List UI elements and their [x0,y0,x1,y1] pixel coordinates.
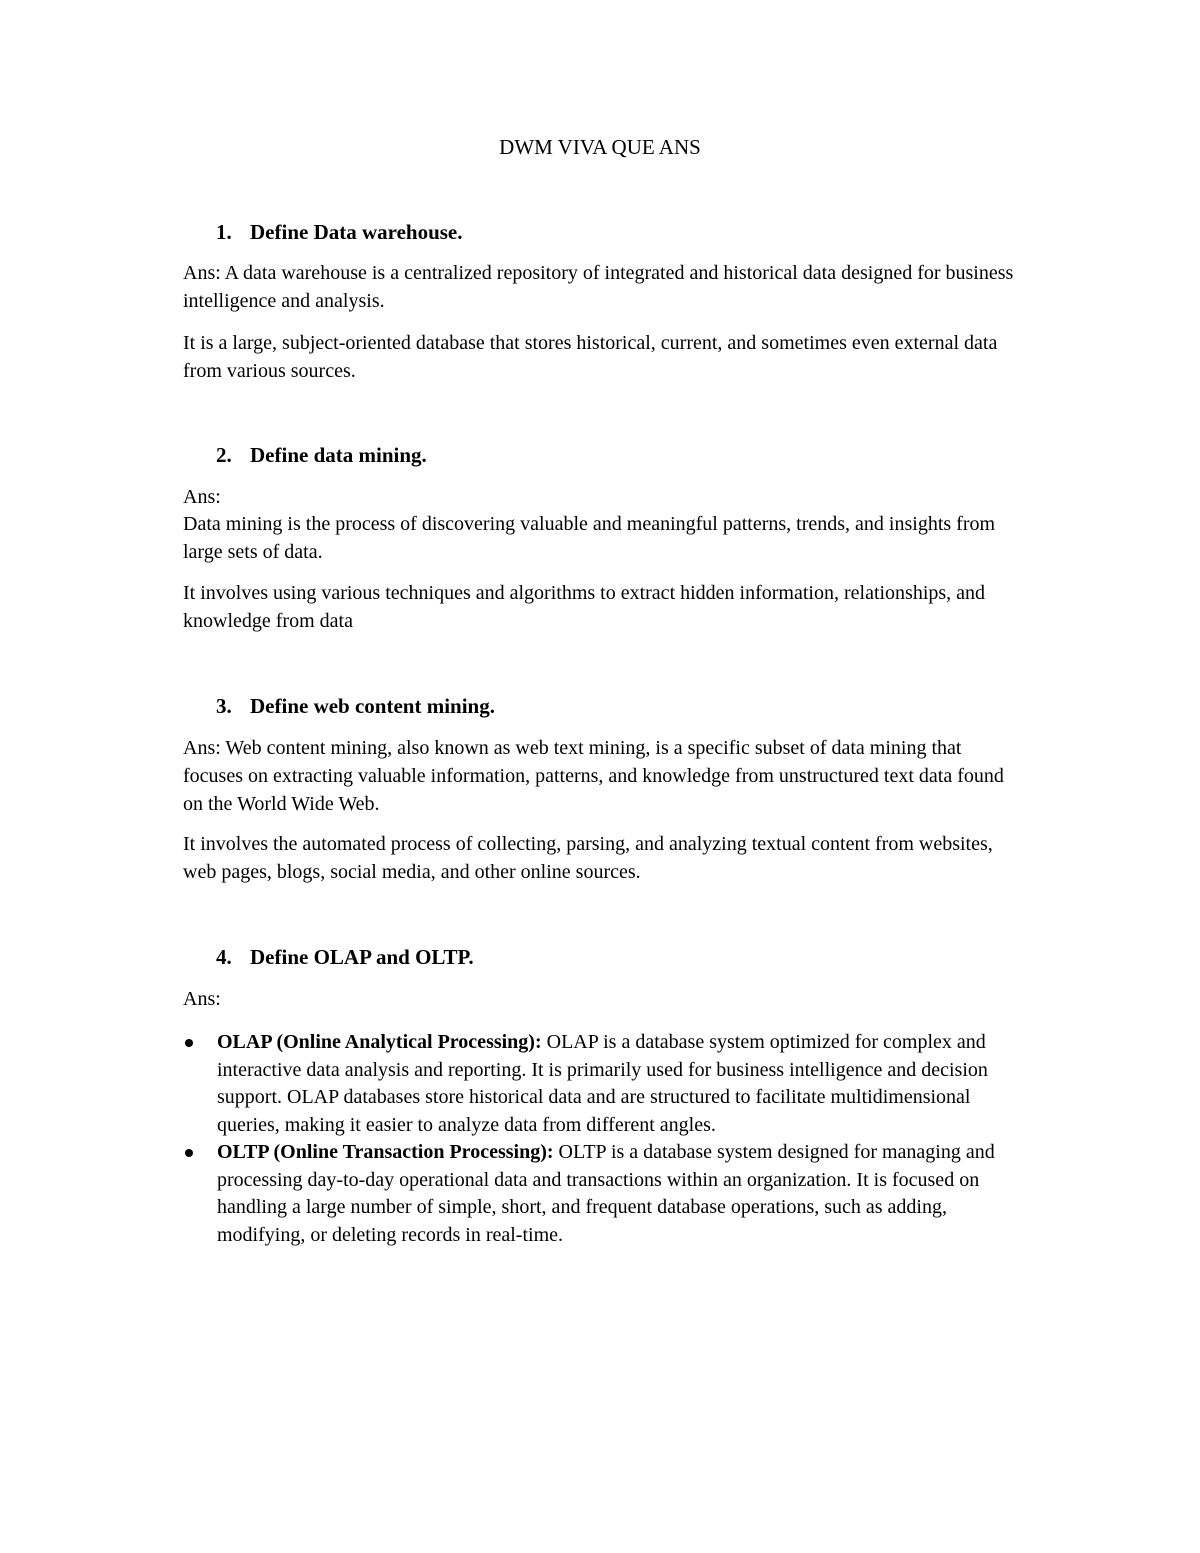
section-heading-text: Define data mining. [250,443,427,467]
section-number: 4. [216,945,232,969]
section-heading-text: Define OLAP and OLTP. [250,945,474,969]
paragraph: Data mining is the process of discovering valuable and meaningful patterns, trends, and insights from large sets of data. [183,513,996,563]
section-heading-2 [216,441,427,469]
paragraph: Ans: A data warehouse is a centralized repository of integrated and historical data designed for business intelligence and analysis. [183,262,1014,312]
paragraph: It involves the automated process of collecting, parsing, and analyzing textual content from websites, web pages, blogs, social media, and other online sources. [183,833,993,883]
list-item [183,1139,1023,1249]
paragraph: It involves using various techniques and algorithms to extract hidden information, relationships, and knowledge from data [183,582,986,632]
bullet-term: OLAP (Online Analytical Processing): [217,1031,542,1053]
section-heading-text: Define Data warehouse. [250,220,463,244]
paragraph: Ans: Web content mining, also known as web text mining, is a specific subset of data mining that focuses on extracting valuable information, patterns, and knowledge from unstructured text data found on the World Wide Web. [183,737,1004,815]
paragraph: It is a large, subject-oriented database that stores historical, current, and sometimes even external data from various sources. [183,332,998,382]
section-heading-4 [216,943,474,971]
section-heading-text: Define web content mining. [250,694,495,718]
page-title: DWM VIVA QUE ANS [499,135,701,159]
section-heading-3 [216,692,495,720]
section-number: 1. [216,220,232,244]
bullet-term: OLTP (Online Transaction Processing): [217,1141,554,1163]
list-item [183,1029,1023,1139]
bullet-text: OLAP is a database system optimized for complex and interactive data analysis and reporting. It is primarily used for business intelligence and decision support. OLAP databases store historical data and are structured to facilitate multidimensional queries, making it easier to analyze data from different angles. [217,1031,988,1136]
paragraph: Ans: [183,988,221,1010]
bullet-text: OLTP is a database system designed for managing and processing day-to-day operational data and transactions within an organization. It is focused on handling a large number of simple, short, and frequent database operations, such as adding, modifying, or deleting records in real-time. [217,1141,995,1246]
section-number: 3. [216,694,232,718]
bullet-icon [185,1039,193,1047]
paragraph: Ans: [183,486,221,508]
bullet-icon [185,1149,193,1157]
section-number: 2. [216,443,232,467]
bullet-list [183,1029,1023,1249]
section-heading-1 [216,218,463,246]
